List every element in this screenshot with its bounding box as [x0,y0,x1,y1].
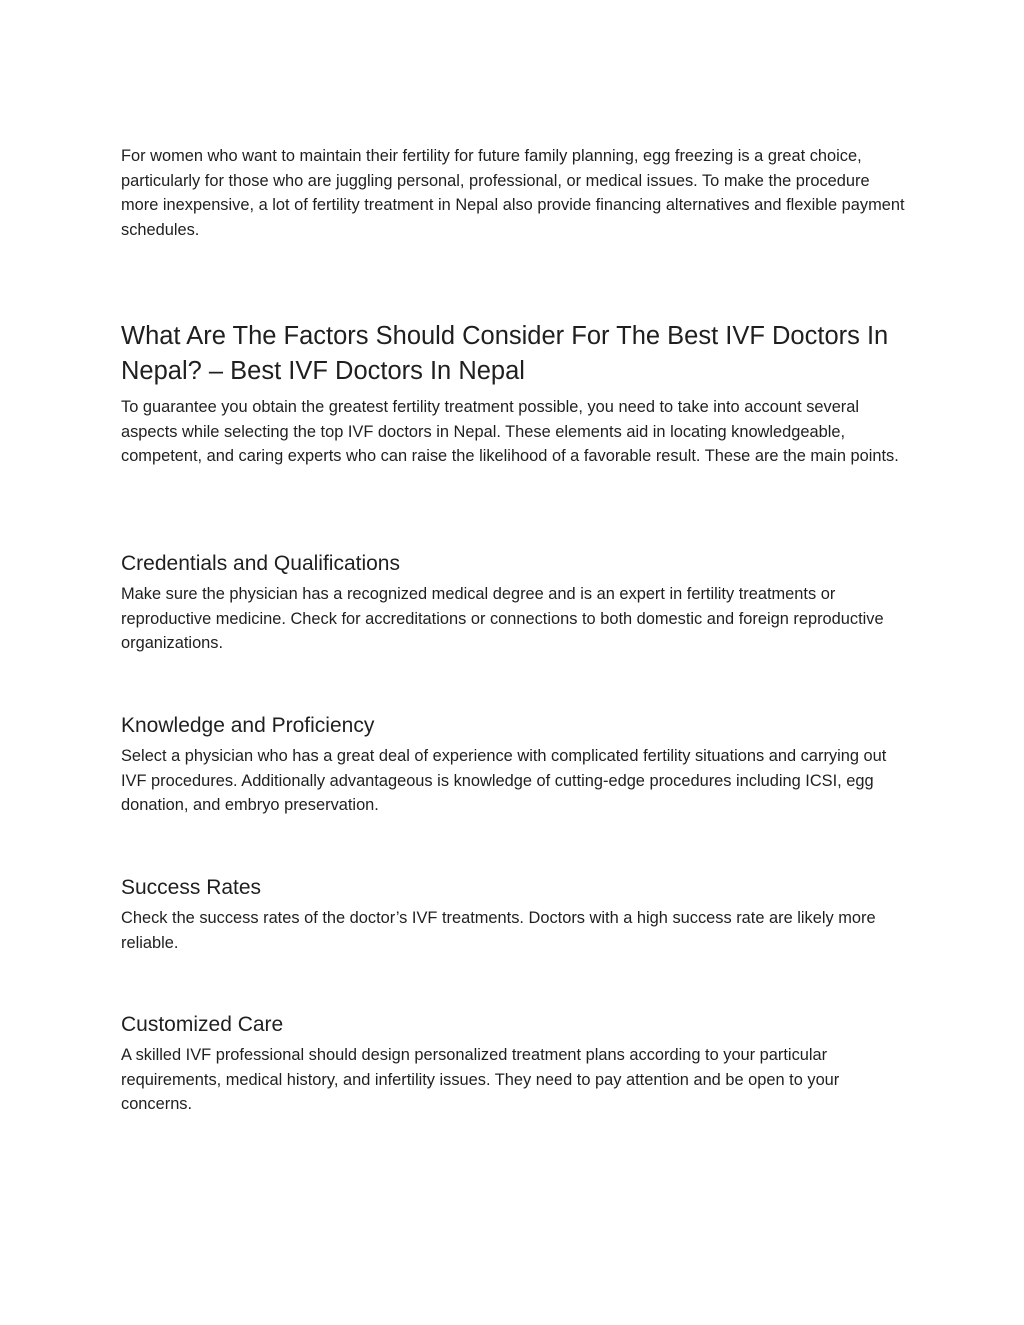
section-heading: Success Rates [121,876,262,899]
intro-section [121,144,911,242]
section-success-rates [121,874,911,955]
section-heading: Knowledge and Proficiency [121,714,375,737]
section-credentials [121,550,911,656]
section-customized-care [121,1011,911,1117]
section-paragraph: Make sure the physician has a recognized medical degree and is an expert in fertility treatments or reproductive medicine. Check for accreditations or connections to both domestic and foreign reproductive organizations. [121,585,884,652]
main-heading: What Are The Factors Should Consider For The Best IVF Doctors In Nepal? – Best IVF Doctors In Nepal [121,322,889,385]
intro-paragraph: For women who want to maintain their fertility for future family planning, egg freezing is a great choice, particularly for those who are juggling personal, professional, or medical issues. To make the procedure more inexpensive, a lot of fertility treatment in Nepal also provide financing alternatives and flexible payment schedules. [121,147,905,239]
section-paragraph: A skilled IVF professional should design personalized treatment plans according to your particular requirements, medical history, and infertility issues. They need to pay attention and be open to your concerns. [121,1046,840,1113]
section-knowledge [121,712,911,818]
section-paragraph: Check the success rates of the doctor’s IVF treatments. Doctors with a high success rate are likely more reliable. [121,909,876,952]
section-heading: Customized Care [121,1013,284,1036]
section-paragraph: Select a physician who has a great deal of experience with complicated fertility situations and carrying out IVF procedures. Additionally advantageous is knowledge of cutting-edge procedures including ICSI, egg donation, and embryo preservation. [121,747,887,814]
main-paragraph: To guarantee you obtain the greatest fertility treatment possible, you need to take into account several aspects while selecting the top IVF doctors in Nepal. These elements aid in locating knowledgeable, competent, and caring experts who can raise the likelihood of a favorable result. These are the main points. [121,398,899,465]
section-heading: Credentials and Qualifications [121,552,400,575]
main-section [121,319,911,469]
